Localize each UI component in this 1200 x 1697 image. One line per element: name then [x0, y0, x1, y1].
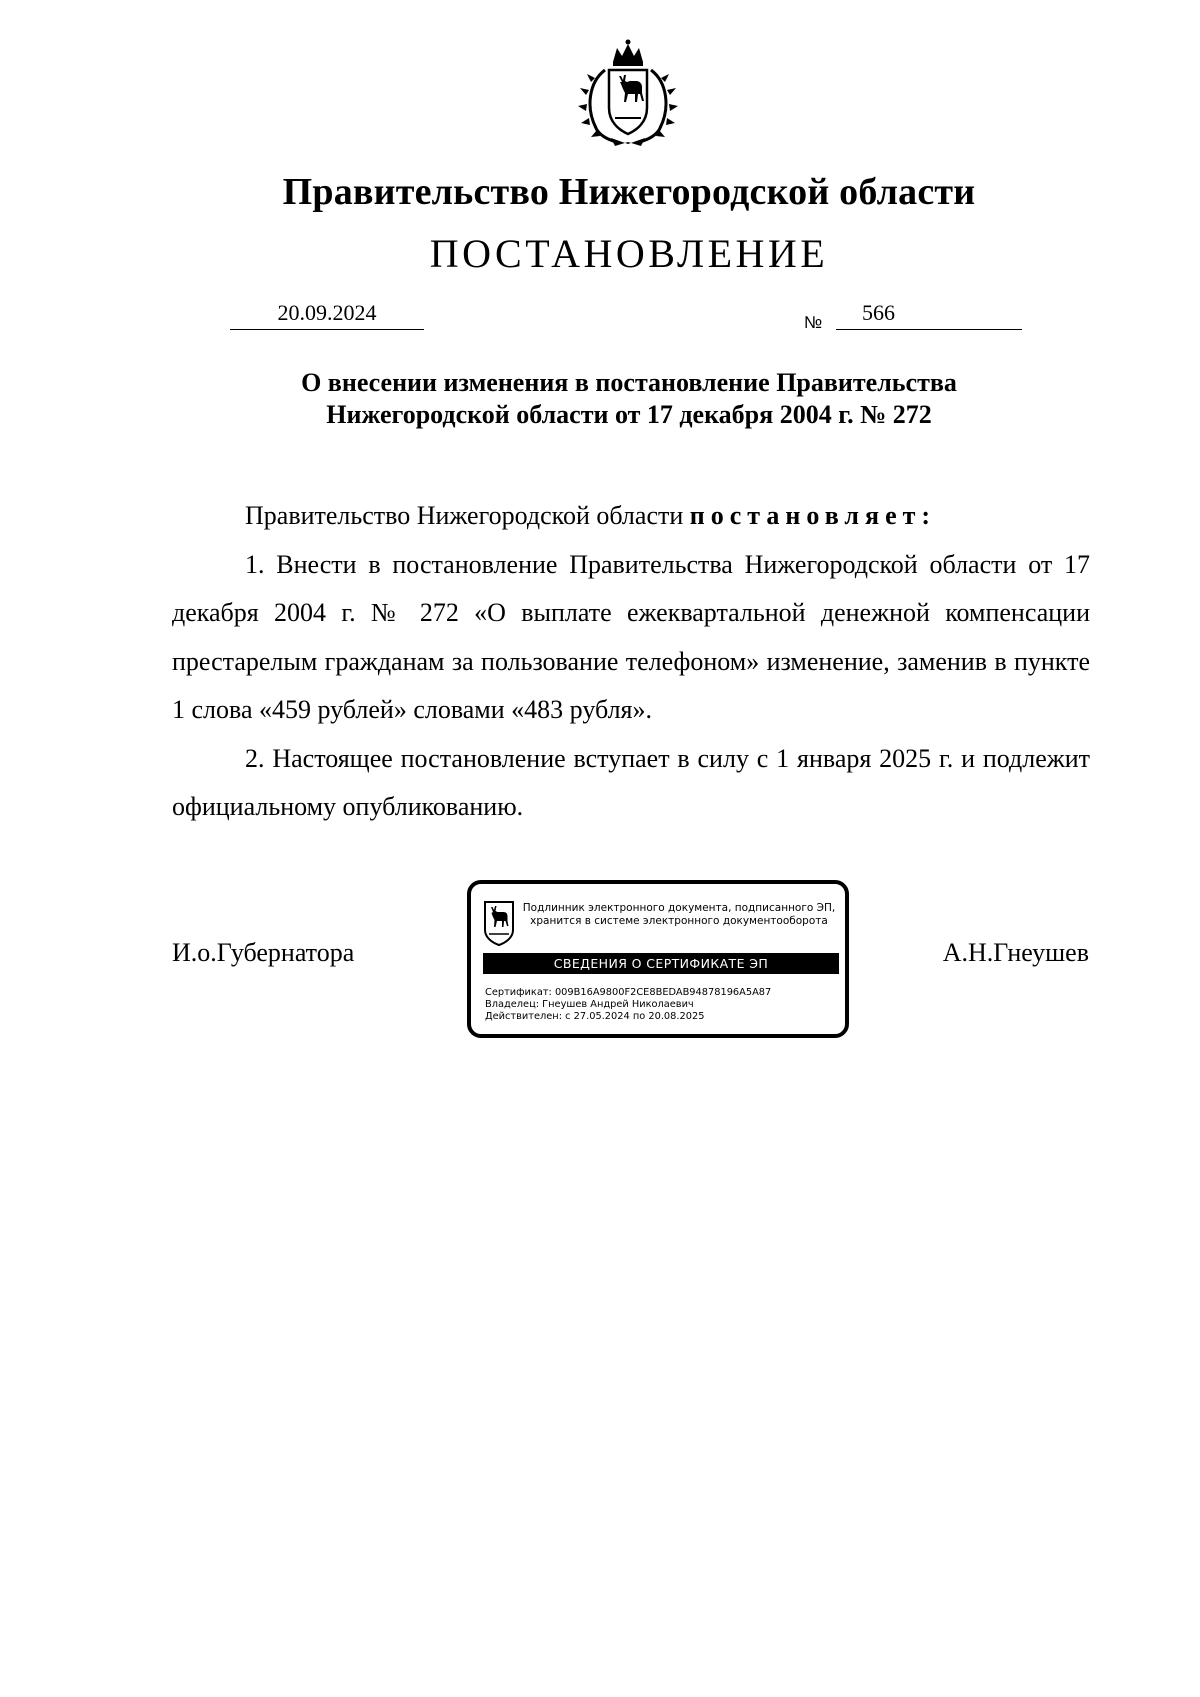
certificate-serial: Сертификат: 009B16A9800F2CE8BEDAB94878196A5A87: [485, 987, 772, 998]
number-sign-label: №: [804, 313, 823, 332]
signatory-name: А.Н.Гнеушев: [942, 938, 1089, 967]
document-subject: [0, 367, 1200, 431]
coat-of-arms-emblem-icon: [575, 38, 681, 148]
preamble: [172, 492, 1090, 541]
document-number-field: [836, 300, 1022, 330]
signatory-position: И.о.Губернатора: [172, 938, 355, 967]
preamble-keyword: постановляет:: [689, 501, 937, 530]
preamble-text: Правительство Нижегородской области: [245, 501, 690, 530]
certificate-info-bar: СВЕДЕНИЯ О СЕРТИФИКАТЕ ЭП: [483, 953, 839, 974]
document-date: 20.09.2024: [230, 300, 424, 330]
certificate-owner: Владелец: Гнеушев Андрей Николаевич: [485, 999, 694, 1010]
government-title: Правительство Нижегородской области: [282, 171, 976, 213]
document-type-title: ПОСТАНОВЛЕНИЕ: [429, 231, 829, 276]
document-number: 566: [862, 300, 895, 325]
body-item-2: 2. Настоящее постановление вступает в силу с 1 января 2025 г. и подлежит официальному опубликованию.: [172, 743, 1090, 821]
stamp-heading-line-2: хранится в системе электронного документооборота: [530, 915, 828, 927]
certificate-details: [485, 987, 771, 1023]
certificate-validity: Действителен: с 27.05.2024 по 20.08.2025: [485, 1011, 705, 1022]
document-body: [172, 492, 1090, 832]
electronic-signature-stamp: [467, 880, 849, 1038]
stamp-heading-line-1: Подлинник электронного документа, подписанного ЭП,: [522, 902, 836, 914]
deer-shield-icon: [483, 900, 515, 946]
subject-line-1: О внесении изменения в постановление Правительства: [301, 368, 957, 397]
body-item-1: 1. Внести в постановление Правительства Нижегородской области от 17 декабря 2004 г. № 272 «О выплате ежеквартальной денежной компенсации престарелым гражданам за пользование телефоном» изменение, заменив в пункте 1 слова «459 рублей» словами «483 рубля».: [172, 549, 1090, 724]
subject-line-2: Нижегородской области от 17 декабря 2004 г. № 272: [326, 400, 932, 429]
stamp-heading: [519, 902, 839, 928]
